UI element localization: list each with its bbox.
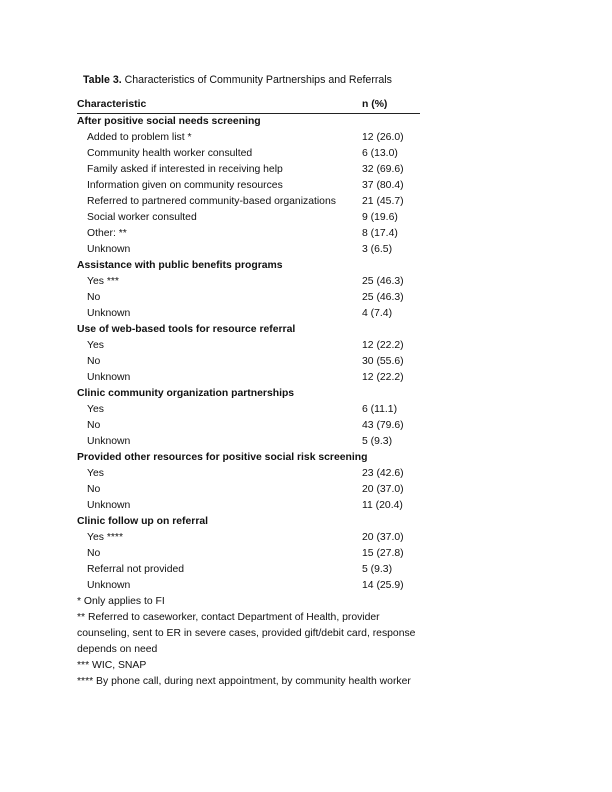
table-row (77, 434, 420, 450)
section-title: Assistance with public benefits programs (77, 260, 283, 271)
row-value: 11 (20.4) (362, 500, 403, 511)
row-label: Yes (87, 340, 104, 351)
row-label: Unknown (87, 436, 131, 447)
table-row (77, 578, 420, 594)
section-title: After positive social needs screening (77, 116, 261, 127)
section-title: Clinic community organization partnerships (77, 388, 295, 399)
row-label: Community health worker consulted (87, 148, 253, 159)
row-label: Unknown (87, 244, 131, 255)
table-row (77, 130, 420, 146)
row-label: Other: ** (87, 228, 127, 239)
row-label: No (87, 548, 101, 559)
footnotes (77, 594, 417, 690)
section-header-row (77, 514, 420, 530)
footnote: ** Referred to caseworker, contact Department of Health, provider counseling, sent to ER in severe cases, provided gift/debit card, response depends on need (77, 612, 416, 655)
row-label: No (87, 356, 101, 367)
row-label: Yes (87, 404, 104, 415)
table-row (77, 402, 420, 418)
table-row (77, 482, 420, 498)
row-value: 25 (46.3) (362, 292, 404, 303)
row-label: No (87, 292, 101, 303)
row-value: 12 (22.2) (362, 340, 404, 351)
table-row (77, 146, 420, 162)
table-caption (83, 74, 392, 86)
table-title: Characteristics of Community Partnerships and Referrals (121, 74, 392, 86)
table-row (77, 466, 420, 482)
row-label: Unknown (87, 308, 131, 319)
table-row (77, 290, 420, 306)
table-number: Table 3. (83, 74, 122, 86)
row-value: 4 (7.4) (362, 308, 393, 319)
row-label: Added to problem list * (87, 132, 192, 143)
table-row (77, 274, 420, 290)
table-row (77, 530, 420, 546)
row-label: Yes (87, 468, 104, 479)
row-value: 25 (46.3) (362, 276, 404, 287)
header-characteristic: Characteristic (77, 99, 147, 110)
row-value: 14 (25.9) (362, 580, 404, 591)
row-value: 6 (13.0) (362, 148, 398, 159)
row-value: 3 (6.5) (362, 244, 393, 255)
section-title: Clinic follow up on referral (77, 516, 209, 527)
section-header-row (77, 322, 420, 338)
row-label: Referral not provided (87, 564, 185, 575)
row-value: 12 (22.2) (362, 372, 404, 383)
table-row (77, 162, 420, 178)
row-label: Unknown (87, 580, 131, 591)
table-row (77, 418, 420, 434)
footnote: * Only applies to FI (77, 596, 165, 607)
section-title: Provided other resources for positive social risk screening (77, 452, 368, 463)
table-row (77, 354, 420, 370)
table-header-row (77, 97, 420, 114)
row-label: Referred to partnered community-based organizations (87, 196, 336, 207)
table-row (77, 210, 420, 226)
row-value: 43 (79.6) (362, 420, 404, 431)
table-row (77, 370, 420, 386)
section-header-row (77, 386, 420, 402)
row-value: 6 (11.1) (362, 404, 398, 415)
table-row (77, 306, 420, 322)
header-n-pct: n (%) (362, 99, 388, 110)
table-row (77, 562, 420, 578)
row-value: 8 (17.4) (362, 228, 398, 239)
row-value: 9 (19.6) (362, 212, 398, 223)
row-value: 30 (55.6) (362, 356, 404, 367)
table-row (77, 338, 420, 354)
row-label: Yes **** (87, 532, 124, 543)
row-value: 5 (9.3) (362, 436, 393, 447)
row-label: Social worker consulted (87, 212, 197, 223)
row-label: Family asked if interested in receiving help (87, 164, 283, 175)
row-value: 32 (69.6) (362, 164, 404, 175)
row-label: No (87, 484, 101, 495)
footnote: *** WIC, SNAP (77, 660, 147, 671)
table-row (77, 178, 420, 194)
table-row (77, 498, 420, 514)
characteristics-table (77, 97, 420, 594)
row-value: 15 (27.8) (362, 548, 404, 559)
row-label: Unknown (87, 372, 131, 383)
row-value: 37 (80.4) (362, 180, 404, 191)
footnote: **** By phone call, during next appointment, by community health worker (77, 676, 411, 687)
row-value: 20 (37.0) (362, 484, 404, 495)
section-title: Use of web-based tools for resource referral (77, 324, 296, 335)
row-value: 12 (26.0) (362, 132, 404, 143)
row-value: 23 (42.6) (362, 468, 404, 479)
section-header-row (77, 450, 420, 466)
row-label: Yes *** (87, 276, 119, 287)
table-row (77, 242, 420, 258)
row-value: 5 (9.3) (362, 564, 393, 575)
row-value: 20 (37.0) (362, 532, 404, 543)
section-header-row (77, 258, 420, 274)
table-row (77, 546, 420, 562)
table-row (77, 194, 420, 210)
table-row (77, 226, 420, 242)
row-value: 21 (45.7) (362, 196, 404, 207)
row-label: Unknown (87, 500, 131, 511)
row-label: No (87, 420, 101, 431)
row-label: Information given on community resources (87, 180, 283, 191)
section-header-row (77, 114, 420, 130)
